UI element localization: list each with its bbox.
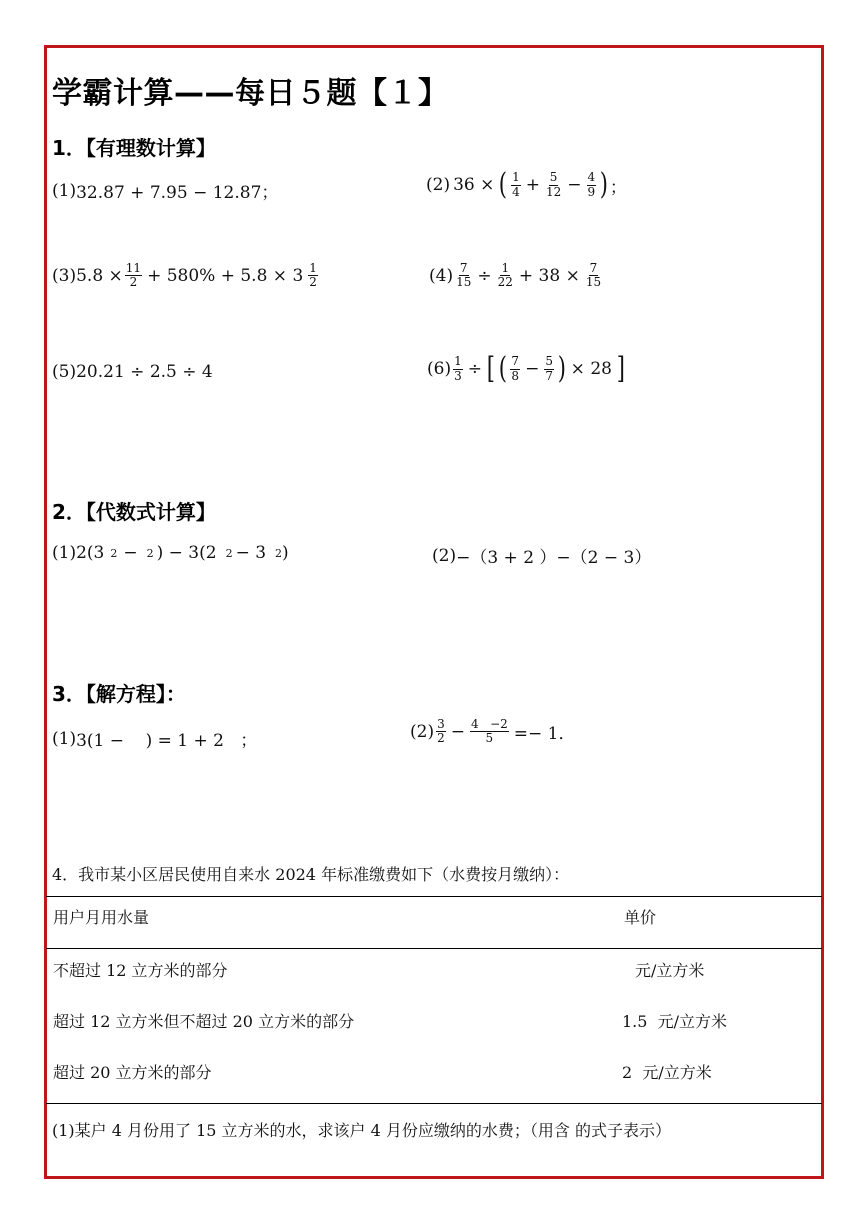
problem-label: (2): [426, 175, 451, 195]
expr-part: ) − 3(2: [156, 543, 217, 563]
problem-expression: 32.87 + 7.95 − 12.87；: [76, 183, 279, 203]
problem-label: (1): [52, 180, 77, 201]
fraction: $\frac{5}{7}$: [545, 354, 553, 383]
fraction: $\frac{7}{15}$: [585, 261, 602, 290]
fraction: $\frac{4 -2}{5}$: [470, 717, 508, 746]
bracket-right: ]: [616, 351, 625, 386]
problem-1-4: [429, 262, 604, 289]
paren-left: (: [499, 167, 508, 202]
table-rule-header: [46, 948, 822, 949]
expr-part: + 580% + 5.8 × 3: [147, 265, 304, 286]
table-rule-bottom: [46, 1103, 822, 1104]
table-header-usage: 用户月用水量: [53, 908, 150, 927]
fraction: $\frac{7}{8}$: [511, 354, 520, 383]
fraction: $\frac{1}{22}$: [497, 261, 513, 290]
page-title: 学霸计算——每日５题【１】: [52, 76, 449, 111]
problem-label: (2): [432, 545, 457, 566]
problem-1-5: [52, 362, 213, 382]
section-1-heading: 1．【有理数计算】: [52, 136, 216, 160]
problem-1-2: [426, 167, 627, 202]
expr-part: ；: [609, 177, 627, 198]
table-row-3-usage: 超过 20 立方米的部分: [53, 1063, 212, 1082]
expr-part: ): [282, 543, 289, 563]
exponent: 2: [275, 546, 283, 560]
section-3-heading: 3．【解方程】：: [52, 682, 186, 706]
operator: −: [123, 543, 138, 563]
problem-1-6: [427, 351, 627, 386]
problem-label: (1): [52, 728, 77, 749]
fraction: $\frac{11}{2}$: [125, 261, 142, 290]
problem-label: (3): [52, 265, 77, 286]
operator: ÷: [467, 359, 482, 379]
problem-expression: 3(1 − ) = 1 + 2 ；: [76, 731, 258, 751]
table-row-1-price: 元/立方米: [635, 961, 705, 980]
paren-right: ): [599, 167, 609, 202]
table-row-2-usage: 超过 12 立方米但不超过 20 立方米的部分: [53, 1012, 355, 1031]
fraction: $\frac{1}{2}$: [309, 261, 317, 290]
operator: +: [525, 175, 540, 195]
table-header-price: 单价: [624, 908, 657, 927]
problem-label: (2): [410, 721, 435, 742]
fraction: $\frac{4}{9}$: [587, 170, 596, 199]
fraction: $\frac{1}{3}$: [454, 354, 462, 383]
expr-part: 5.8 ×: [76, 265, 123, 286]
table-row-1-usage: 不超过 12 立方米的部分: [53, 961, 228, 980]
problem-4-intro: 4．我市某小区居民使用自来水 2024 年标准缴费如下（水费按月缴纳）：: [52, 865, 570, 884]
problem-2-2: [432, 543, 651, 568]
expr-part: =− 1．: [513, 724, 576, 745]
table-row-2-price: 1.5 元/立方米: [622, 1012, 728, 1031]
problem-1-3: [52, 262, 320, 289]
problem-3-1: [52, 726, 257, 751]
bracket-left: [: [486, 351, 495, 386]
operator: −: [525, 359, 540, 379]
operator: ÷: [477, 265, 492, 286]
problem-label: (6): [427, 359, 452, 379]
fraction: $\frac{7}{15}$: [456, 261, 472, 290]
table-rule-top: [46, 896, 822, 897]
problem-label: (1): [52, 543, 77, 563]
expr-part: + 38 ×: [518, 265, 580, 286]
fraction: $\frac{1}{4}$: [512, 170, 520, 199]
problem-1-1: [52, 178, 278, 203]
expr-part: 2(3: [76, 543, 105, 563]
table-row-3-price: 2 元/立方米: [622, 1063, 712, 1082]
problem-4-question-1: (1)某户 4 月份用了 15 立方米的水，求该户 4 月份应缴纳的水费；（用含 的式子表示）: [52, 1121, 671, 1140]
problem-2-1: [52, 543, 289, 563]
problem-3-2: [410, 718, 578, 745]
operator: −: [567, 175, 582, 195]
fraction: $\frac{5}{12}$: [545, 170, 562, 199]
fraction: $\frac{3}{2}$: [437, 717, 445, 746]
exponent: 2: [225, 546, 233, 560]
paren-left: (: [498, 351, 507, 386]
expr-part: 36 ×: [453, 175, 495, 195]
problem-label: (5): [52, 362, 77, 382]
exponent: 2: [110, 546, 118, 560]
paren-right: ): [557, 351, 566, 386]
problem-expression: 20.21 ÷ 2.5 ÷ 4: [76, 362, 213, 382]
problem-expression: −（3 + 2 ）−（2 − 3）: [456, 548, 652, 568]
operator: −: [450, 721, 465, 742]
expr-part: − 3: [235, 543, 267, 563]
exponent: 2: [146, 546, 154, 560]
problem-label: (4): [429, 265, 454, 286]
expr-part: × 28: [570, 359, 612, 379]
section-2-heading: 2．【代数式计算】: [52, 500, 216, 524]
